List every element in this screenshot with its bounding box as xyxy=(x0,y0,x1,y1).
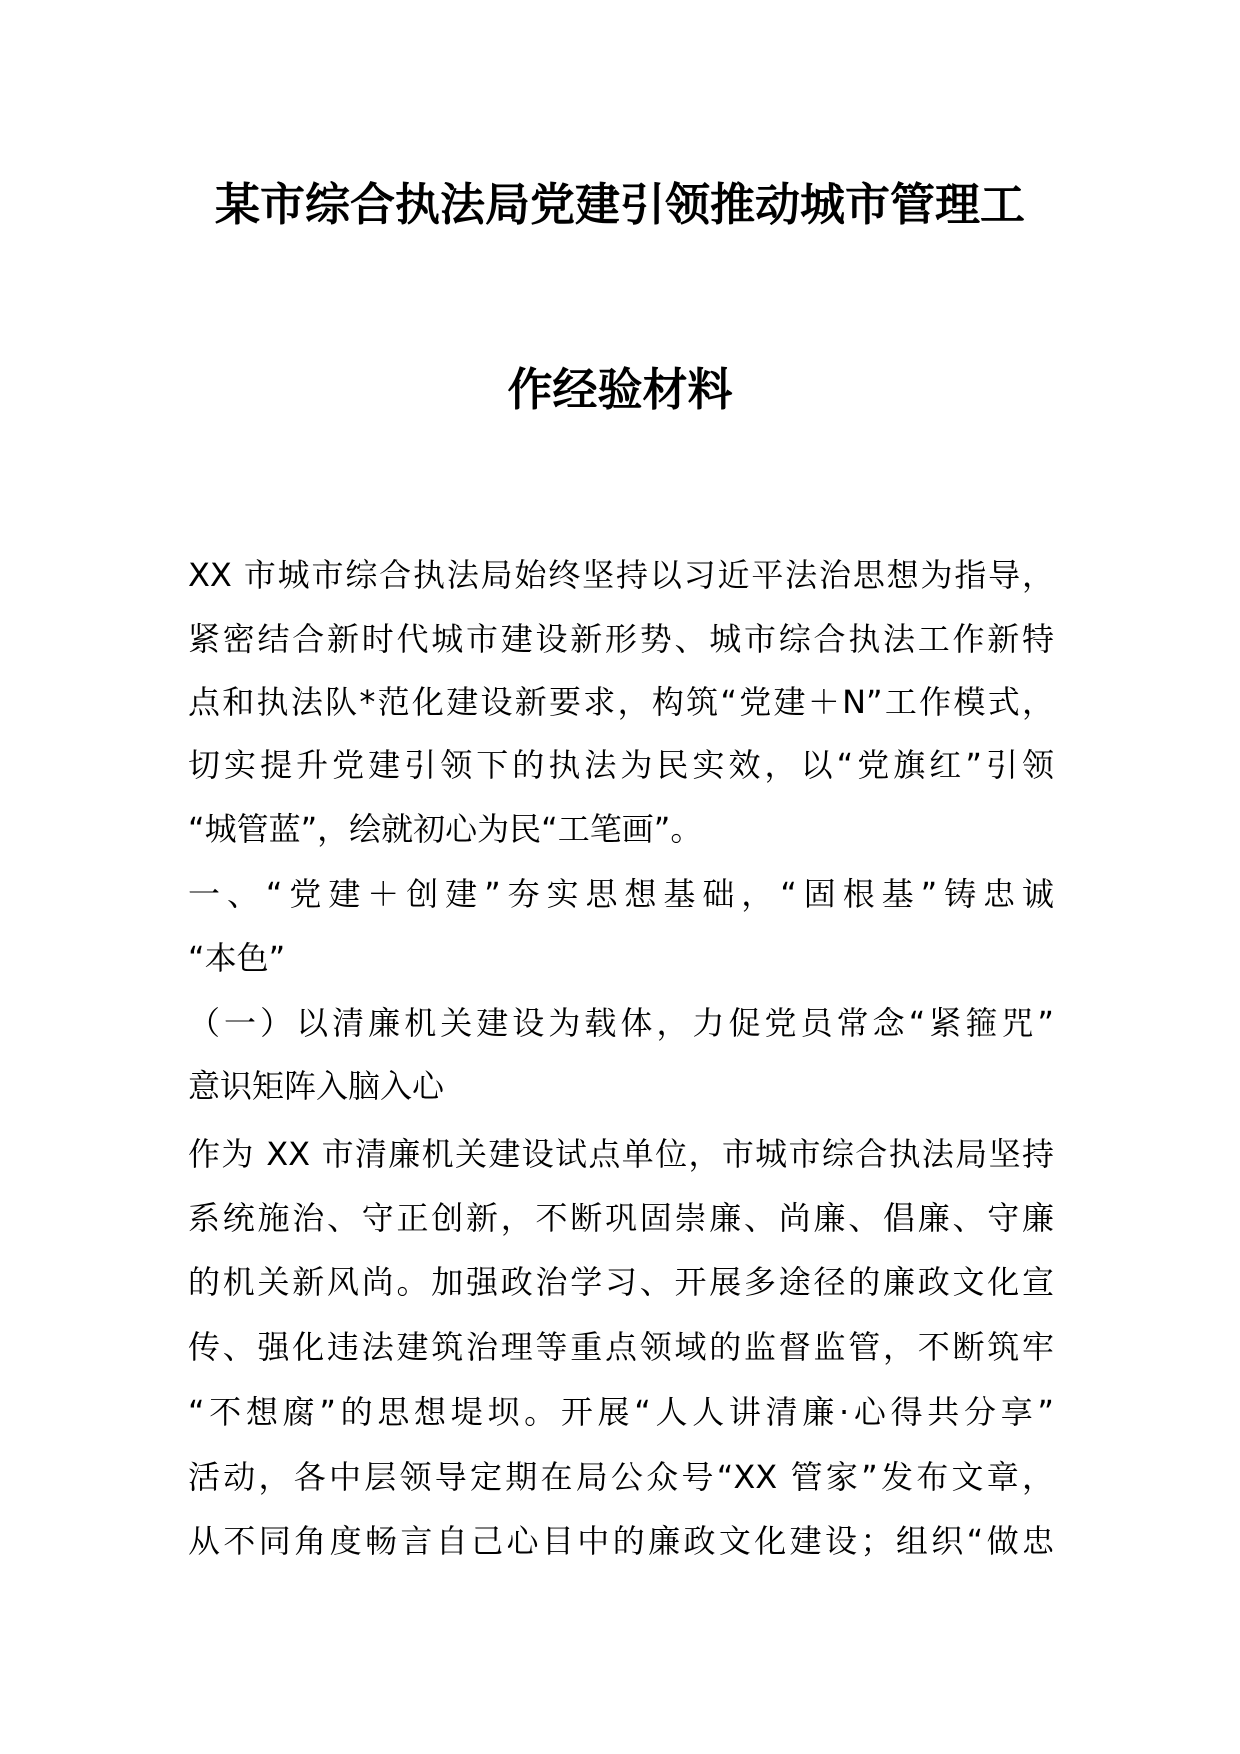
body-line: 传、强化违法建筑治理等重点领域的监督监管，不断筑牢 xyxy=(188,1328,1054,1366)
body-line: “不想腐”的思想堤坝。开展“人人讲清廉·心得共分享” xyxy=(188,1393,1054,1431)
body-line: 活动，各中层领导定期在局公众号“XX 管家”发布文章， xyxy=(188,1458,1054,1496)
body-line: 切实提升党建引领下的执法为民实效，以“党旗红”引领 xyxy=(188,746,1054,784)
subsection-heading: 意识矩阵入脑入心 xyxy=(188,1067,445,1105)
body-line: 作为 XX 市清廉机关建设试点单位，市城市综合执法局坚持 xyxy=(188,1135,1054,1173)
body-line: 的机关新风尚。加强政治学习、开展多途径的廉政文化宣 xyxy=(188,1263,1054,1301)
document-title-line-1: 某市综合执法局党建引领推动城市管理工 xyxy=(214,178,1025,231)
body-line: 系统施治、守正创新，不断巩固崇廉、尚廉、倡廉、守廉 xyxy=(188,1199,1054,1237)
body-line: 点和执法队*范化建设新要求，构筑“党建＋N”工作模式， xyxy=(188,683,1054,721)
body-line: 从不同角度畅言自己心目中的廉政文化建设；组织“做忠 xyxy=(188,1522,1054,1560)
section-heading: “本色” xyxy=(188,939,286,977)
section-heading: 一、“党建＋创建”夯实思想基础，“固根基”铸忠诚 xyxy=(188,875,1054,913)
document-title-line-2: 作经验材料 xyxy=(507,363,733,416)
subsection-heading: （一）以清廉机关建设为载体，力促党员常念“紧箍咒” xyxy=(188,1004,1054,1042)
body-line: 紧密结合新时代城市建设新形势、城市综合执法工作新特 xyxy=(188,620,1054,658)
body-line: XX 市城市综合执法局始终坚持以习近平法治思想为指导， xyxy=(188,556,1054,594)
body-line: “城管蓝”，绘就初心为民“工笔画”。 xyxy=(188,810,703,848)
